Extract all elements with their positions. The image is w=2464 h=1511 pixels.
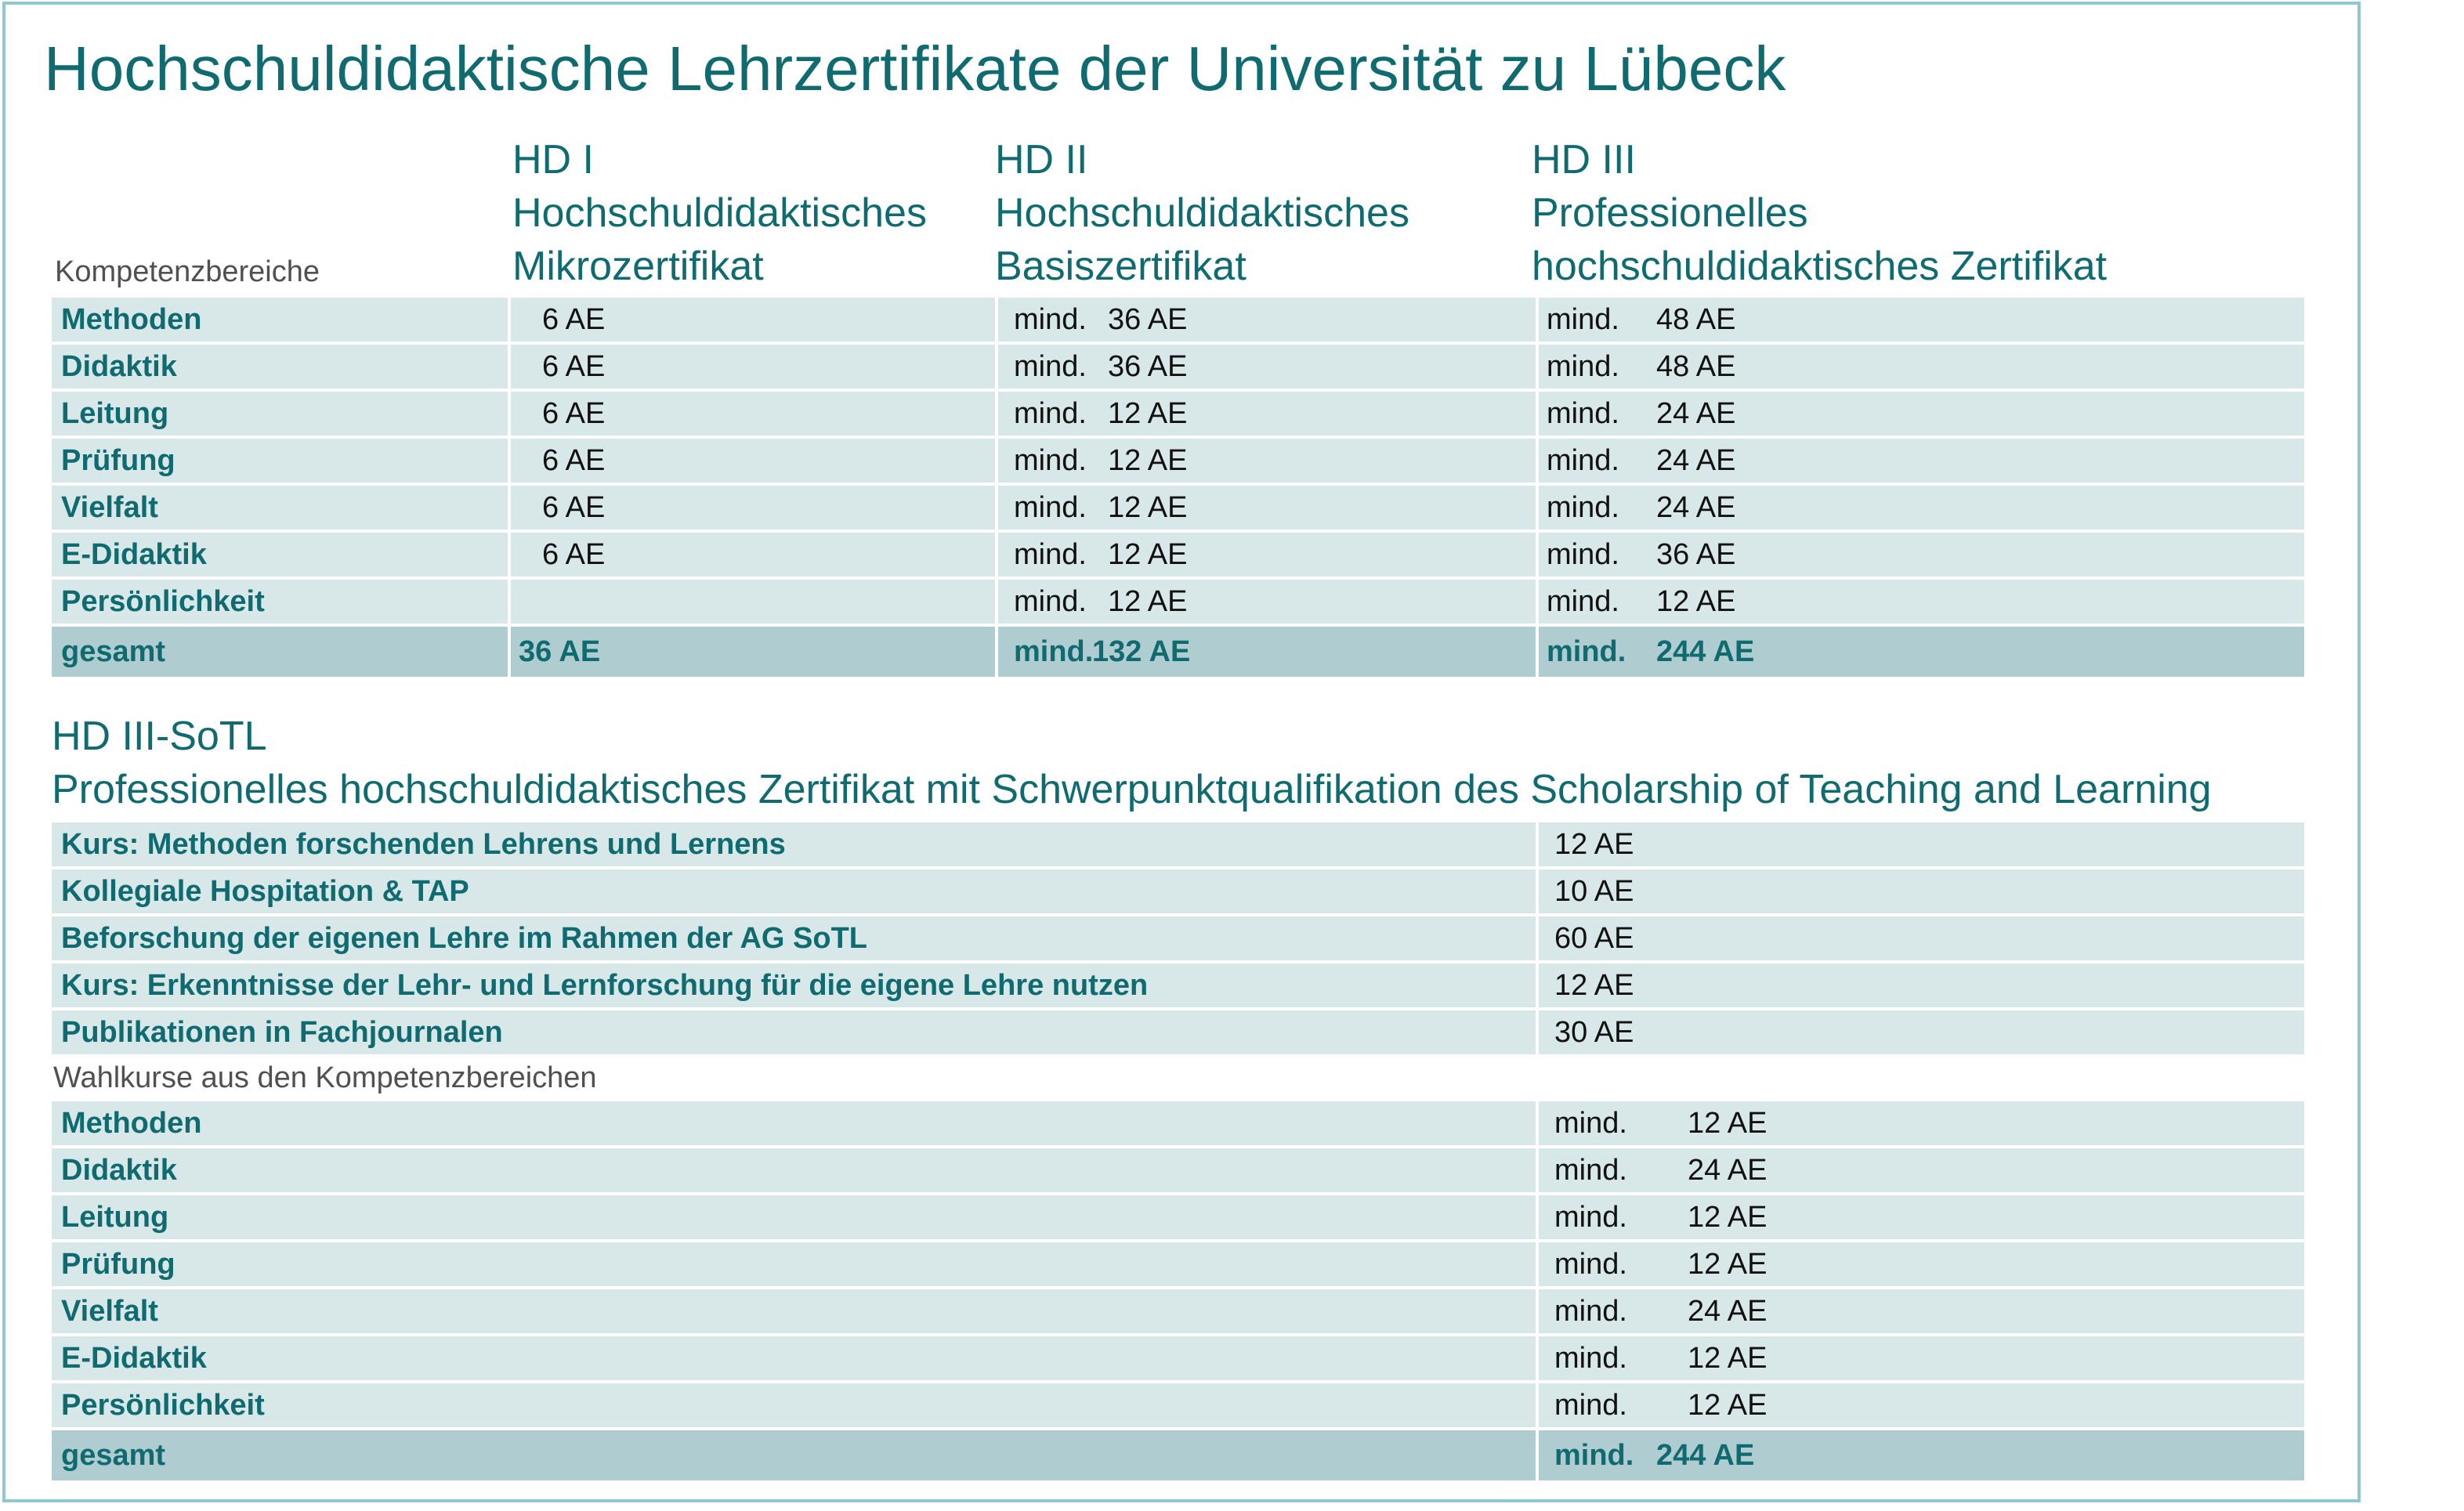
table-row: [52, 1009, 2304, 1056]
table-row: [52, 868, 2304, 915]
elective-name: Methoden: [52, 1100, 1537, 1147]
sotl-total-value: 244 AE: [1656, 1438, 1755, 1472]
hd2-cell: [997, 343, 1537, 390]
table-row: [52, 531, 2304, 578]
elective-name: E-Didaktik: [52, 1335, 1537, 1382]
table-row: [52, 1147, 2304, 1194]
page-title: Hochschuldidaktische Lehrzertifikate der Universität zu Lübeck: [44, 34, 1786, 103]
column-code: HD III: [1532, 137, 1636, 183]
table-row: [52, 1288, 2304, 1335]
competence-name: Leitung: [52, 390, 509, 437]
table-row: [52, 298, 2304, 343]
table-row: [52, 962, 2304, 1009]
min-prefix: mind.: [1554, 1294, 1627, 1328]
sotl-item-name: Beforschung der eigenen Lehre im Rahmen der AG SoTL: [52, 915, 1537, 962]
sotl-table: [52, 822, 2304, 1480]
table-row: [52, 1241, 2304, 1288]
hd3-cell: [1537, 531, 2304, 578]
min-prefix: mind.: [1014, 396, 1087, 430]
sotl-header: [52, 710, 2212, 816]
hd3-value: 24 AE: [1656, 396, 1736, 430]
sotl-item-name: Kurs: Erkenntnisse der Lehr- und Lernforschung für die eigene Lehre nutzen: [52, 962, 1537, 1009]
table-row: [52, 915, 2304, 962]
certificate-table: [52, 298, 2304, 677]
hd2-cell: [997, 484, 1537, 531]
hd3-total-cell: [1537, 625, 2304, 677]
sotl-item-value: 30 AE: [1537, 1009, 2304, 1056]
min-prefix: mind.: [1547, 443, 1619, 477]
elective-label-row: [52, 1056, 2304, 1100]
competence-name: Vielfalt: [52, 484, 509, 531]
hd3-cell: [1537, 390, 2304, 437]
sotl-item-name: Publikationen in Fachjournalen: [52, 1009, 1537, 1056]
min-prefix: mind.: [1547, 349, 1619, 383]
min-prefix: mind.: [1554, 1247, 1627, 1281]
sotl-item-name: Kurs: Methoden forschenden Lehrens und Lernens: [52, 822, 1537, 868]
total-row: [52, 1429, 2304, 1480]
column-code: HD II: [995, 137, 1088, 183]
column-code: HD I: [512, 137, 594, 183]
table-row: [52, 343, 2304, 390]
hd3-cell: [1537, 578, 2304, 625]
min-prefix: mind.: [1554, 1200, 1627, 1234]
total-label: gesamt: [52, 1429, 1537, 1480]
column-header-hd2: [995, 133, 1409, 293]
hd2-value: 12 AE: [1108, 443, 1188, 477]
min-prefix: mind.: [1554, 1106, 1627, 1140]
hd2-cell: [997, 298, 1537, 343]
elective-value: 24 AE: [1688, 1153, 1767, 1187]
hd3-cell: [1537, 437, 2304, 484]
sotl-item-value: 60 AE: [1537, 915, 2304, 962]
hd1-total: 36 AE: [509, 625, 997, 677]
min-prefix: mind.: [1014, 302, 1087, 336]
min-prefix: mind.: [1014, 490, 1087, 524]
min-prefix: mind.: [1014, 584, 1087, 618]
elective-label: Wahlkurse aus den Kompetenzbereichen: [52, 1056, 2304, 1100]
hd3-cell: [1537, 484, 2304, 531]
table-row: [52, 578, 2304, 625]
elective-cell: [1537, 1288, 2304, 1335]
hd2-cell: [997, 531, 1537, 578]
hd2-value: 12 AE: [1108, 490, 1188, 524]
hd3-value: 24 AE: [1656, 443, 1736, 477]
table-row: [52, 1382, 2304, 1429]
hd1-value: 6 AE: [509, 390, 997, 437]
elective-cell: [1537, 1147, 2304, 1194]
min-prefix: mind.: [1547, 396, 1619, 430]
hd3-value: 36 AE: [1656, 537, 1736, 571]
hd2-value: 12 AE: [1108, 584, 1188, 618]
hd1-value: 6 AE: [509, 298, 997, 343]
min-prefix: mind.: [1547, 584, 1619, 618]
hd2-value: 36 AE: [1108, 302, 1188, 336]
table-row: [52, 1100, 2304, 1147]
competence-name: Persönlichkeit: [52, 578, 509, 625]
table-row: [52, 437, 2304, 484]
elective-name: Didaktik: [52, 1147, 1537, 1194]
min-prefix: mind.: [1547, 537, 1619, 571]
competence-name: Methoden: [52, 298, 509, 343]
min-prefix: mind.: [1554, 1438, 1634, 1472]
hd3-value: 48 AE: [1656, 349, 1736, 383]
competence-name: E-Didaktik: [52, 531, 509, 578]
hd3-value: 12 AE: [1656, 584, 1736, 618]
sotl-item-value: 12 AE: [1537, 822, 2304, 868]
elective-cell: [1537, 1241, 2304, 1288]
hd2-value: 36 AE: [1108, 349, 1188, 383]
hd1-value: 6 AE: [509, 531, 997, 578]
column-header-hd1: [512, 133, 927, 293]
hd2-cell: [997, 390, 1537, 437]
sotl-total-cell: [1537, 1429, 2304, 1480]
competence-name: Didaktik: [52, 343, 509, 390]
elective-name: Leitung: [52, 1194, 1537, 1241]
hd3-cell: [1537, 343, 2304, 390]
hd1-value: 6 AE: [509, 484, 997, 531]
min-prefix: mind.: [1014, 537, 1087, 571]
sotl-code: HD III-SoTL: [52, 714, 267, 759]
elective-value: 12 AE: [1688, 1247, 1767, 1281]
hd2-cell: [997, 437, 1537, 484]
column-line: Hochschuldidaktisches: [995, 190, 1409, 236]
elective-name: Vielfalt: [52, 1288, 1537, 1335]
min-prefix: mind.: [1547, 302, 1619, 336]
elective-cell: [1537, 1194, 2304, 1241]
sotl-item-value: 12 AE: [1537, 962, 2304, 1009]
min-prefix: mind.: [1014, 443, 1087, 477]
column-line: hochschuldidaktisches Zertifikat: [1532, 244, 2108, 289]
hd1-value: 6 AE: [509, 343, 997, 390]
elective-cell: [1537, 1100, 2304, 1147]
column-header-hd3: [1532, 133, 2107, 293]
column-line: Basiszertifikat: [995, 244, 1246, 289]
hd2-cell: [997, 578, 1537, 625]
hd1-value: 6 AE: [509, 437, 997, 484]
elective-value: 12 AE: [1688, 1200, 1767, 1234]
elective-name: Prüfung: [52, 1241, 1537, 1288]
table-row: [52, 1335, 2304, 1382]
min-prefix: mind.: [1547, 634, 1626, 668]
table-row: [52, 822, 2304, 868]
elective-value: 12 AE: [1688, 1106, 1767, 1140]
hd1-value: [509, 578, 997, 625]
competence-name: Prüfung: [52, 437, 509, 484]
min-prefix: mind.: [1554, 1341, 1627, 1375]
elective-cell: [1537, 1335, 2304, 1382]
sotl-item-name: Kollegiale Hospitation & TAP: [52, 868, 1537, 915]
total-row: [52, 625, 2304, 677]
column-line: Professionelles: [1532, 190, 1808, 236]
min-prefix: mind.: [1547, 490, 1619, 524]
min-prefix: mind.: [1014, 634, 1094, 668]
hd2-total: 132 AE: [1092, 634, 1191, 668]
elective-value: 12 AE: [1688, 1341, 1767, 1375]
elective-value: 12 AE: [1688, 1388, 1767, 1422]
elective-name: Persönlichkeit: [52, 1382, 1537, 1429]
hd3-cell: [1537, 298, 2304, 343]
sotl-subtitle: Professionelles hochschuldidaktisches Zertifikat mit Schwerpunktqualifikation des Scholarship of Teaching and Learning: [52, 767, 2212, 812]
hd2-value: 12 AE: [1108, 537, 1188, 571]
elective-cell: [1537, 1382, 2304, 1429]
table-row: [52, 484, 2304, 531]
hd2-value: 12 AE: [1108, 396, 1188, 430]
min-prefix: mind.: [1554, 1153, 1627, 1187]
hd3-total: 244 AE: [1656, 634, 1755, 668]
hd3-value: 48 AE: [1656, 302, 1736, 336]
min-prefix: mind.: [1554, 1388, 1627, 1422]
hd3-value: 24 AE: [1656, 490, 1736, 524]
table-row: [52, 1194, 2304, 1241]
hd2-total-cell: [997, 625, 1537, 677]
table-row: [52, 390, 2304, 437]
column-line: Hochschuldidaktisches: [512, 190, 927, 236]
competence-label: Kompetenzbereiche: [55, 255, 320, 288]
column-line: Mikrozertifikat: [512, 244, 764, 289]
min-prefix: mind.: [1014, 349, 1087, 383]
elective-value: 24 AE: [1688, 1294, 1767, 1328]
total-label: gesamt: [52, 625, 509, 677]
sotl-item-value: 10 AE: [1537, 868, 2304, 915]
